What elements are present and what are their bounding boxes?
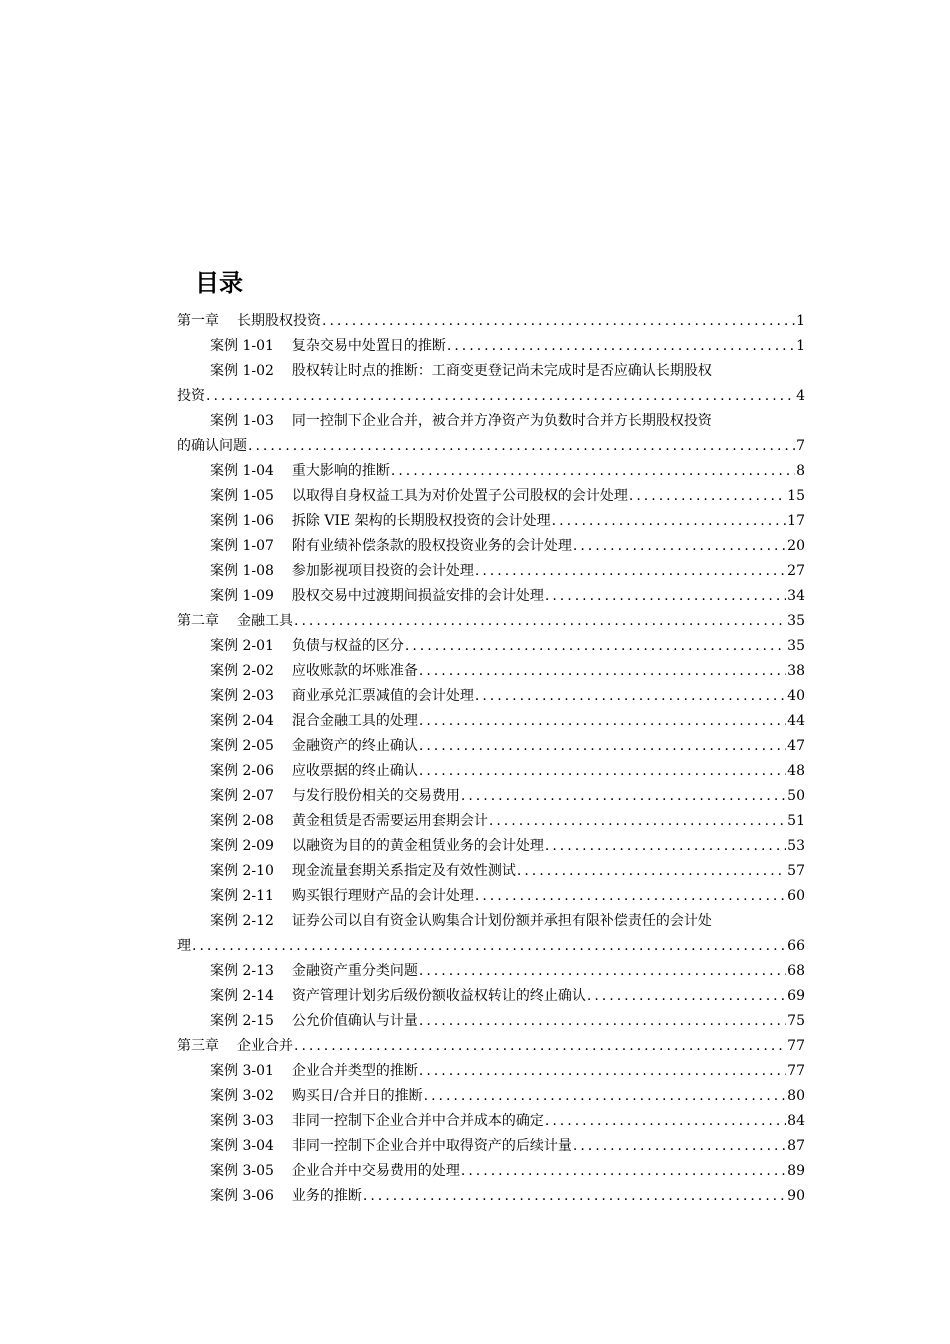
dot-leader <box>419 1059 786 1084</box>
toc-entry[interactable] <box>0 1109 950 1134</box>
toc-chapter-title: 金融工具 <box>237 613 293 629</box>
toc-chapter-title: 企业合并 <box>237 1038 293 1054</box>
toc-entry[interactable] <box>0 509 950 534</box>
toc-entry-title: 公允价值确认与计量 <box>291 1013 418 1029</box>
toc-entry-number: 案例 3-02 <box>210 1088 274 1104</box>
toc-entry[interactable] <box>0 1184 950 1209</box>
toc-chapter[interactable] <box>0 1034 950 1059</box>
toc-entry-title: 购买银行理财产品的会计处理 <box>291 888 474 904</box>
toc-entry[interactable] <box>0 834 950 859</box>
toc-entry-number: 案例 2-15 <box>210 1013 274 1029</box>
toc-page-number: 66 <box>787 938 805 954</box>
dot-leader <box>391 459 795 484</box>
toc-entry[interactable] <box>0 984 950 1009</box>
toc-entry-title: 重大影响的推断 <box>291 463 390 479</box>
dot-leader <box>517 859 786 884</box>
toc-page-number: 69 <box>787 988 805 1004</box>
dot-leader <box>424 1084 787 1109</box>
toc-entry[interactable] <box>0 884 950 909</box>
toc-entry-number: 案例 3-06 <box>210 1188 274 1204</box>
toc-entry-number: 案例 1-09 <box>210 588 274 604</box>
dot-leader <box>587 984 786 1009</box>
toc-entry-continuation[interactable] <box>0 934 950 959</box>
toc-entry-title: 复杂交易中处置日的推断 <box>291 338 446 354</box>
toc-entry-title: 企业合并中交易费用的处理 <box>291 1163 460 1179</box>
toc-chapter-number: 第二章 <box>177 613 219 629</box>
dot-leader <box>419 659 786 684</box>
dot-leader <box>294 1034 786 1059</box>
toc-page-number: 17 <box>787 513 805 529</box>
toc-entry[interactable] <box>0 584 950 609</box>
toc-entry[interactable] <box>0 734 950 759</box>
toc-entry-title: 拆除 VIE 架构的长期股权投资的会计处理 <box>291 513 551 529</box>
toc-entry-number: 案例 1-03 <box>210 413 274 429</box>
toc-entry-number: 案例 2-11 <box>210 888 274 904</box>
toc-page-number: 90 <box>787 1188 805 1204</box>
toc-page-number: 1 <box>796 313 805 329</box>
toc-entry-title: 证券公司以自有资金认购集合计划份额并承担有限补偿责任的会计处 <box>291 913 712 929</box>
table-of-contents <box>0 309 950 1209</box>
toc-entry-title: 购买日/合并日的推断 <box>291 1088 423 1104</box>
toc-page-number: 38 <box>787 663 805 679</box>
toc-page-number: 53 <box>787 838 805 854</box>
toc-entry[interactable] <box>0 534 950 559</box>
toc-entry-number: 案例 3-05 <box>210 1163 274 1179</box>
toc-entry-number: 案例 3-04 <box>210 1138 274 1154</box>
toc-entry[interactable] <box>0 359 950 384</box>
toc-entry-number: 案例 3-01 <box>210 1063 274 1079</box>
toc-entry-title: 股权交易中过渡期间损益安排的会计处理 <box>291 588 544 604</box>
toc-entry[interactable] <box>0 1134 950 1159</box>
toc-entry-title: 与发行股份相关的交易费用 <box>291 788 460 804</box>
dot-leader <box>405 634 786 659</box>
toc-entry-title: 现金流量套期关系指定及有效性测试 <box>291 863 516 879</box>
toc-entry-title: 资产管理计划劣后级份额收益权转让的终止确认 <box>291 988 586 1004</box>
toc-chapter[interactable] <box>0 609 950 634</box>
toc-entry[interactable] <box>0 459 950 484</box>
toc-entry-continuation[interactable] <box>0 434 950 459</box>
dot-leader <box>489 809 786 834</box>
toc-page-number: 48 <box>787 763 805 779</box>
toc-entry-number: 案例 2-12 <box>210 913 274 929</box>
toc-entry-title-cont: 的确认问题 <box>177 438 247 454</box>
toc-entry[interactable] <box>0 759 950 784</box>
toc-page-number: 34 <box>787 588 805 604</box>
toc-entry-number: 案例 2-06 <box>210 763 274 779</box>
toc-entry[interactable] <box>0 659 950 684</box>
toc-entry-title: 同一控制下企业合并，被合并方净资产为负数时合并方长期股权投资 <box>291 413 712 429</box>
toc-page-number: 47 <box>787 738 805 754</box>
toc-entry-number: 案例 2-14 <box>210 988 274 1004</box>
toc-entry-number: 案例 1-02 <box>210 363 274 379</box>
toc-chapter-number: 第三章 <box>177 1038 219 1054</box>
toc-entry-number: 案例 2-02 <box>210 663 274 679</box>
dot-leader <box>475 684 786 709</box>
toc-entry-title: 附有业绩补偿条款的股权投资业务的会计处理 <box>291 538 572 554</box>
toc-page-number: 50 <box>787 788 805 804</box>
dot-leader <box>545 584 786 609</box>
toc-page-number: 35 <box>787 638 805 654</box>
dot-leader <box>552 509 787 534</box>
dot-leader <box>419 959 786 984</box>
toc-entry-number: 案例 1-07 <box>210 538 274 554</box>
toc-entry-title: 股权转让时点的推断：工商变更登记尚未完成时是否应确认长期股权 <box>291 363 712 379</box>
toc-page-number: 4 <box>796 388 805 404</box>
toc-page-number: 1 <box>796 338 805 354</box>
dot-leader <box>419 1009 786 1034</box>
toc-entry-title: 应收票据的终止确认 <box>291 763 418 779</box>
dot-leader <box>419 709 786 734</box>
toc-entry-number: 案例 2-01 <box>210 638 274 654</box>
toc-entry-title: 金融资产的终止确认 <box>291 738 418 754</box>
dot-leader <box>294 609 786 634</box>
dot-leader <box>206 384 795 409</box>
toc-page-number: 68 <box>787 963 805 979</box>
dot-leader <box>461 784 786 809</box>
toc-entry-number: 案例 2-05 <box>210 738 274 754</box>
toc-entry-title: 参加影视项目投资的会计处理 <box>291 563 474 579</box>
toc-entry[interactable] <box>0 959 950 984</box>
dot-leader <box>545 1109 786 1134</box>
toc-page-number: 87 <box>787 1138 805 1154</box>
toc-entry[interactable] <box>0 1159 950 1184</box>
toc-page-number: 27 <box>787 563 805 579</box>
toc-entry-number: 案例 2-08 <box>210 813 274 829</box>
toc-entry-title: 应收账款的坏账准备 <box>291 663 418 679</box>
toc-page-number: 80 <box>787 1088 805 1104</box>
dot-leader <box>419 734 786 759</box>
toc-title: 目录 <box>195 269 243 297</box>
toc-entry-title: 业务的推断 <box>291 1188 362 1204</box>
dot-leader <box>322 309 795 334</box>
toc-page-number: 77 <box>787 1063 805 1079</box>
toc-page-number: 51 <box>787 813 805 829</box>
toc-entry[interactable] <box>0 634 950 659</box>
toc-entry[interactable] <box>0 684 950 709</box>
toc-entry-title-cont: 投资 <box>177 388 205 404</box>
toc-entry[interactable] <box>0 909 950 934</box>
toc-page-number: 89 <box>787 1163 805 1179</box>
toc-page-number: 20 <box>787 538 805 554</box>
dot-leader <box>248 434 795 459</box>
dot-leader <box>192 934 786 959</box>
toc-page-number: 15 <box>787 488 805 504</box>
toc-entry-number: 案例 3-03 <box>210 1113 274 1129</box>
toc-page-number: 35 <box>787 613 805 629</box>
toc-entry-number: 案例 2-13 <box>210 963 274 979</box>
toc-page-number: 57 <box>787 863 805 879</box>
toc-entry-title: 非同一控制下企业合并中合并成本的确定 <box>291 1113 544 1129</box>
toc-page-number: 75 <box>787 1013 805 1029</box>
toc-page-number: 8 <box>796 463 805 479</box>
toc-entry-title: 企业合并类型的推断 <box>291 1063 418 1079</box>
toc-page-number: 7 <box>796 438 805 454</box>
toc-entry-number: 案例 2-04 <box>210 713 274 729</box>
toc-page-number: 60 <box>787 888 805 904</box>
toc-entry[interactable] <box>0 1059 950 1084</box>
toc-entry-title: 黄金租赁是否需要运用套期会计 <box>291 813 488 829</box>
toc-chapter-title: 长期股权投资 <box>237 313 321 329</box>
toc-entry-title: 以融资为目的的黄金租赁业务的会计处理 <box>291 838 544 854</box>
toc-entry[interactable] <box>0 1009 950 1034</box>
toc-entry-title-cont: 理 <box>177 938 191 954</box>
toc-page-number: 77 <box>787 1038 805 1054</box>
toc-entry-continuation[interactable] <box>0 384 950 409</box>
dot-leader <box>573 1134 786 1159</box>
toc-entry[interactable] <box>0 1084 950 1109</box>
toc-entry-number: 案例 2-10 <box>210 863 274 879</box>
toc-entry-number: 案例 2-03 <box>210 688 274 704</box>
toc-entry-number: 案例 1-04 <box>210 463 274 479</box>
dot-leader <box>573 534 786 559</box>
toc-entry-title: 混合金融工具的处理 <box>291 713 418 729</box>
toc-entry[interactable] <box>0 484 950 509</box>
dot-leader <box>363 1184 786 1209</box>
toc-entry[interactable] <box>0 859 950 884</box>
toc-entry[interactable] <box>0 334 950 359</box>
dot-leader <box>629 484 786 509</box>
toc-chapter-number: 第一章 <box>177 313 219 329</box>
toc-entry-title: 非同一控制下企业合并中取得资产的后续计量 <box>291 1138 572 1154</box>
toc-page-number: 44 <box>787 713 805 729</box>
toc-entry-number: 案例 1-08 <box>210 563 274 579</box>
toc-chapter[interactable] <box>0 309 950 334</box>
dot-leader <box>475 884 786 909</box>
dot-leader <box>461 1159 786 1184</box>
toc-entry-number: 案例 1-05 <box>210 488 274 504</box>
dot-leader <box>447 334 795 359</box>
dot-leader <box>475 559 786 584</box>
toc-entry[interactable] <box>0 784 950 809</box>
toc-entry-title: 以取得自身权益工具为对价处置子公司股权的会计处理 <box>291 488 628 504</box>
toc-page-number: 40 <box>787 688 805 704</box>
toc-page-number: 84 <box>787 1113 805 1129</box>
toc-entry-number: 案例 1-01 <box>210 338 274 354</box>
toc-entry[interactable] <box>0 559 950 584</box>
toc-entry[interactable] <box>0 709 950 734</box>
toc-entry-title: 金融资产重分类问题 <box>291 963 418 979</box>
toc-entry-number: 案例 1-06 <box>210 513 274 529</box>
toc-entry-number: 案例 2-07 <box>210 788 274 804</box>
toc-entry-title: 商业承兑汇票减值的会计处理 <box>291 688 474 704</box>
toc-entry-title: 负债与权益的区分 <box>291 638 404 654</box>
dot-leader <box>545 834 786 859</box>
toc-entry[interactable] <box>0 809 950 834</box>
toc-entry-number: 案例 2-09 <box>210 838 274 854</box>
toc-entry[interactable] <box>0 409 950 434</box>
dot-leader <box>419 759 786 784</box>
